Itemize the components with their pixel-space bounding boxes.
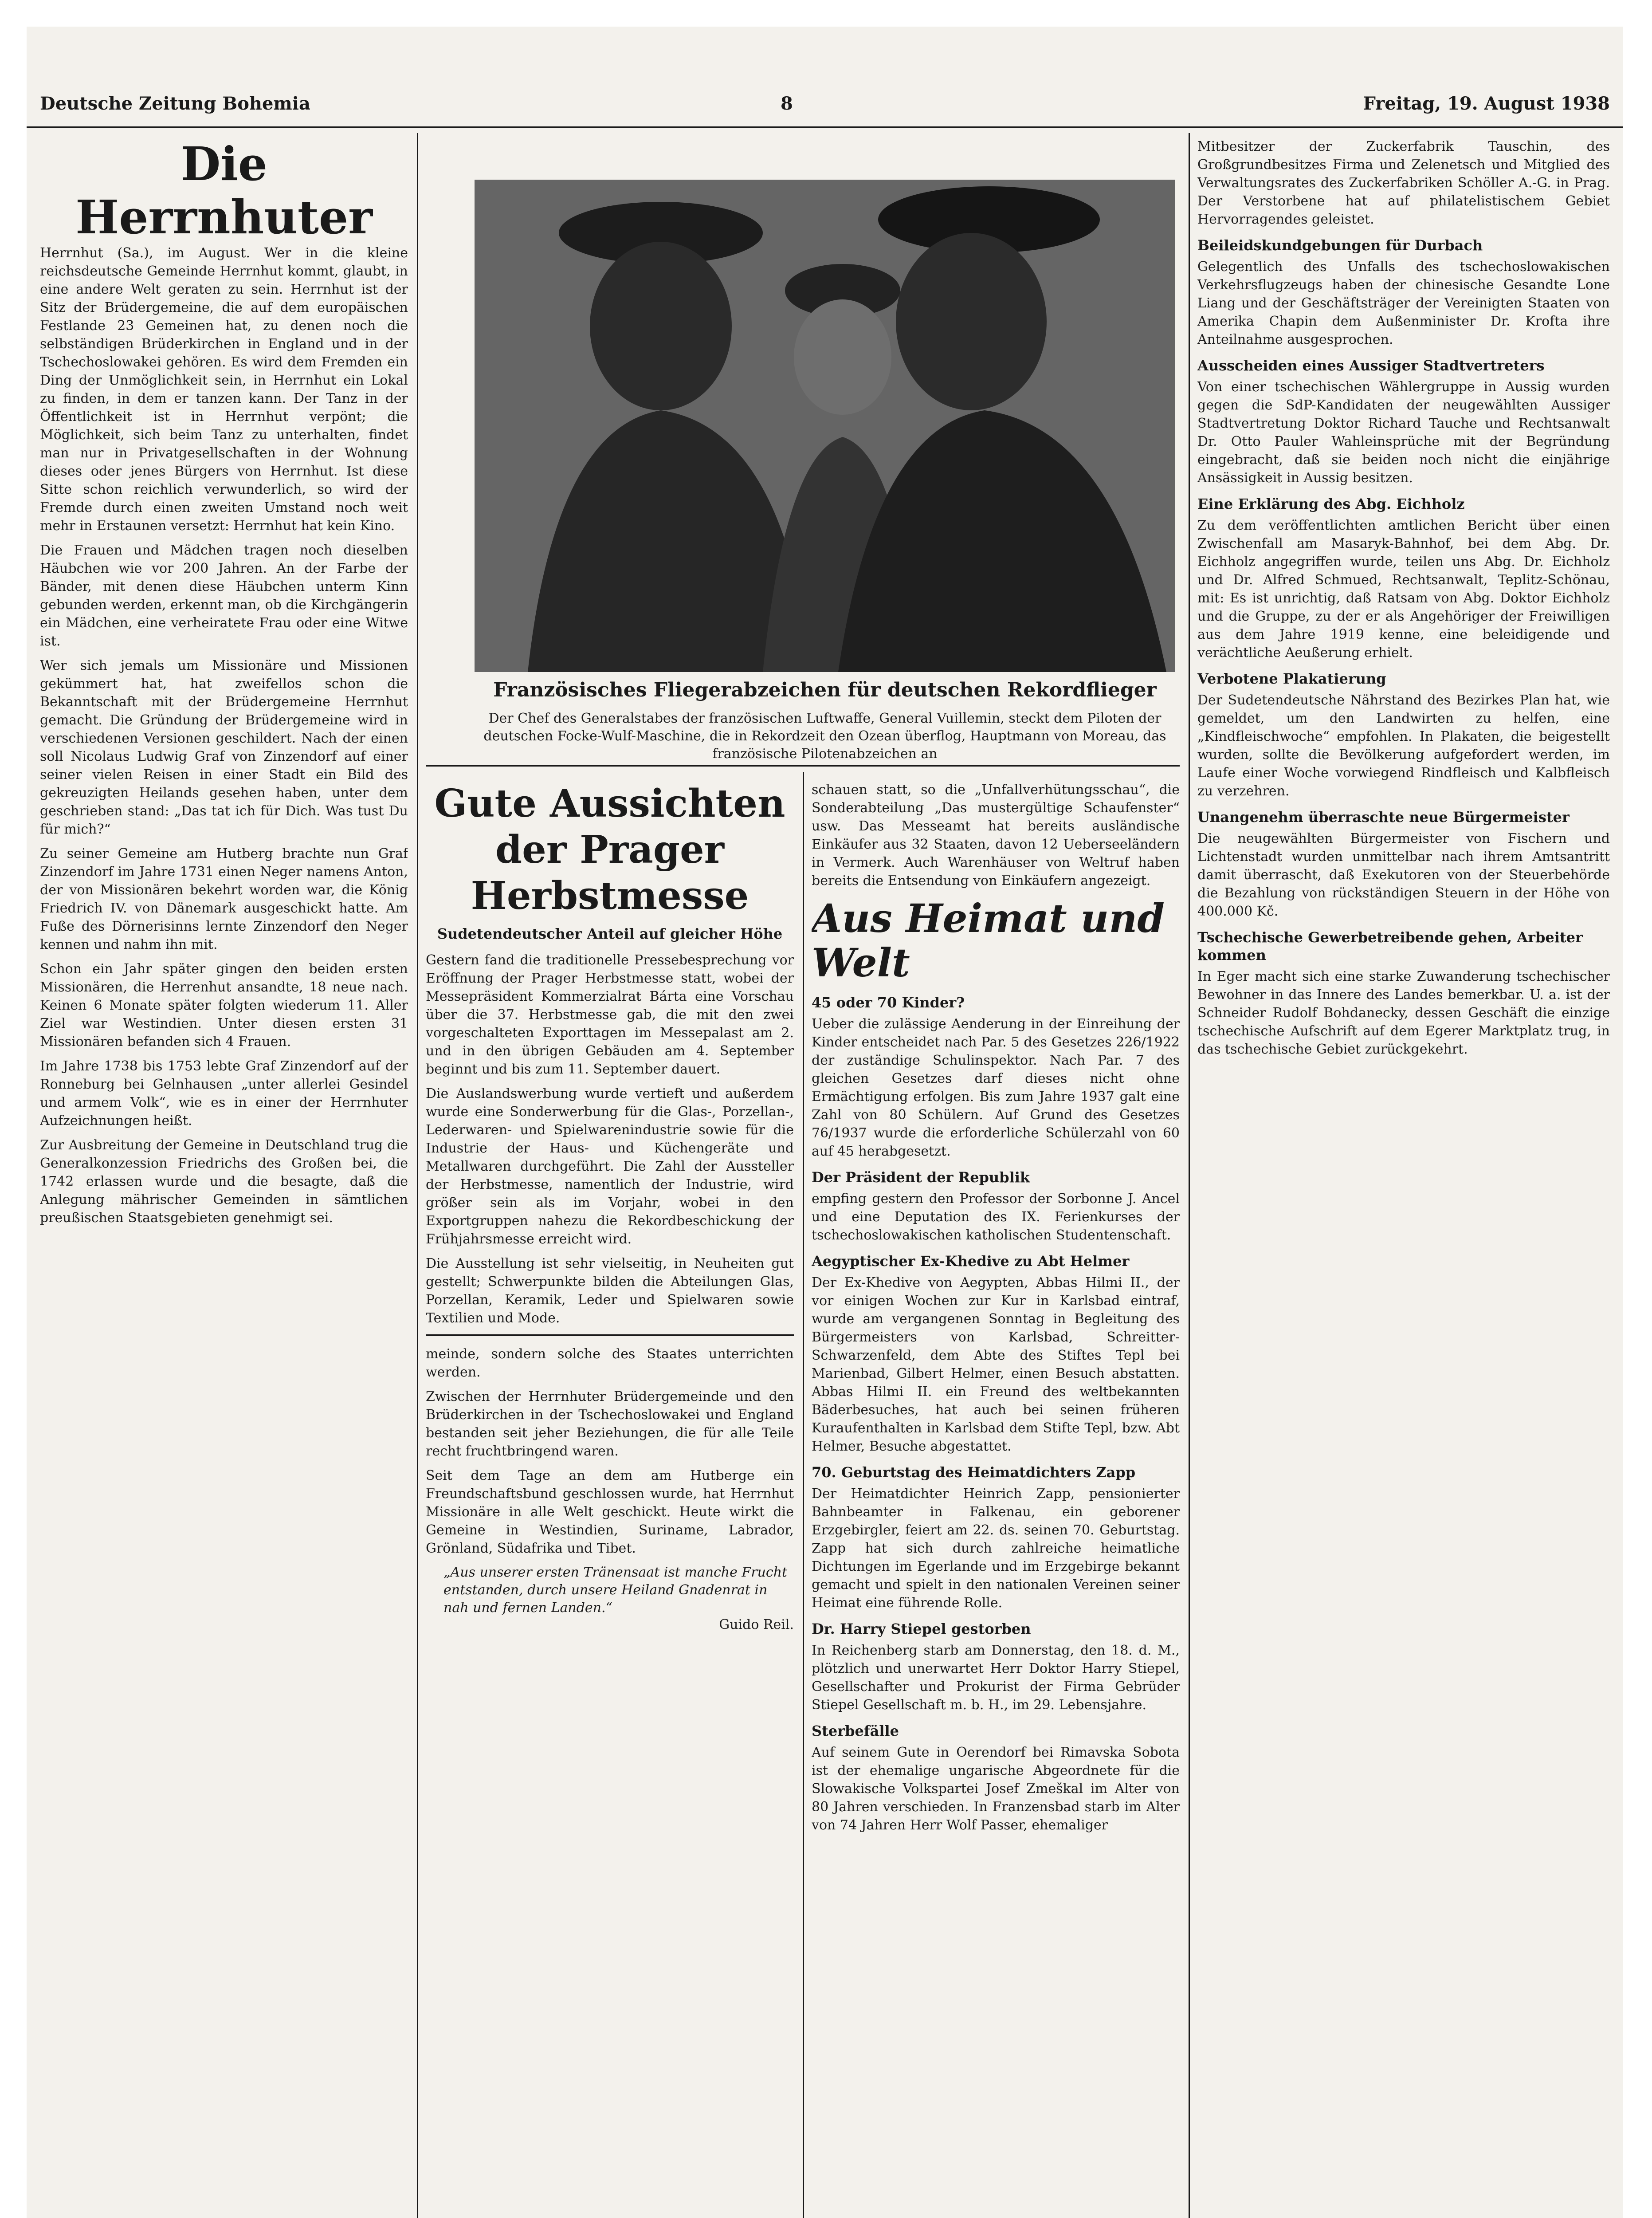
article-paragraph: meinde, sondern solche des Staates unterrichten werden.: [426, 1346, 794, 1380]
heimat-column: [812, 781, 1180, 2218]
article-heading: Aegyptischer Ex-Khedive zu Abt Helmer: [812, 1253, 1130, 1270]
article-paragraph: Ueber die zulässige Aenderung in der Einreihung der Kinder entscheidet nach Par. 5 des Gesetzes 226/1922 der zuständige Schulinspektor. Nach Par. 7 des gleichen Gesetzes darf dieses nicht ohne Ermächtigung erfolgen. Bis zum Jahre 1937 galt eine Zahl von 80 Schülern. Auf Grund des Gesetzes 76/1937 wurde die erforderliche Schülerzahl von 60 auf 45 herabgesetzt.: [812, 1016, 1180, 1159]
article-paragraph: Von einer tschechischen Wählergruppe in Aussig wurden gegen die SdP-Kandidaten der neugewählten Aussiger Stadtvertretung Doktor Richard Tauche und Rechtsanwalt Dr. Otto Pauler Wahleinsprüche mit der Begründung eingebracht, daß sie beiden noch nicht die einjährige Ansässigkeit in Aussig besitzen.: [1197, 379, 1610, 486]
article-paragraph: Gelegentlich des Unfalls des tschechoslowakischen Verkehrsflugzeugs haben der chinesische Gesandte Lone Liang und der Geschäftsträger der Vereinigten Staaten von Amerika Chapin dem Außenminister Dr. Krofta ihre Anteilnahme ausgesprochen.: [1197, 259, 1610, 347]
article-paragraph: Zu seiner Gemeine am Hutberg brachte nun Graf Zinzendorf im Jahre 1731 einen Neger namens Anton, der von Missionären bekehrt worden war, die König Friedrich IV. von Dänemark ausgeschickt hatte. Am Fuße des Dörnerisinns lernte Zinzendorf den Neger kennen und nahm ihn mit.: [40, 846, 408, 952]
messe-subtitle: Sudetendeutscher Anteil auf gleicher Höhe: [437, 925, 783, 942]
herrnhuter-title: Die Herrnhuter: [75, 138, 373, 244]
news-photo: [475, 180, 1175, 672]
column-rule: [803, 772, 804, 2218]
section-rule: [426, 1334, 794, 1336]
column-rule: [417, 133, 418, 2218]
article-heading: Tschechische Gewerbetreibende gehen, Arbeiter kommen: [1197, 929, 1583, 963]
article-paragraph: Wer sich jemals um Missionäre und Missionen gekümmert hat, hat zweifellos schon die Bekanntschaft mit der Brüdergemeine Herrnhut gemacht. Die Gründung der Brüdergemeine wird in verschiedenen Versionen geschildert. Nach der einen soll Nicolaus Ludwig Graf von Zinzendorf auf einer seiner vielen Reisen in einer Stadt ein Bild des gekreuzigten Heilands gesehen haben, unter dem geschrieben stand: „Das tat ich für Dich. Was tust Du für mich?“: [40, 658, 408, 837]
author-signature: Guido Reil.: [719, 1617, 794, 1632]
article-heading: Beileidskundgebungen für Durbach: [1197, 237, 1483, 254]
article-paragraph: Herrnhut (Sa.), im August. Wer in die kleine reichsdeutsche Gemeinde Herrnhut kommt, glaubt, in eine andere Welt geraten zu sein. Herrnhut ist der Sitz der Brüdergemeine, die auf dem europäischen Festlande 23 Gemeinen hat, zu denen noch die selbständigen Brüderkirchen in England und in der Tschechoslowakei gehören. Es wird dem Fremden ein Ding der Unmöglichkeit sein, in Herrnhut ein Lokal zu finden, in dem er tanzen kann. Der Tanz in der Öffentlichkeit ist in Herrnhut verpönt; die Möglichkeit, sich beim Tanz zu unterhalten, findet man nur in Privatgesellschaften in der Wohnung dieses oder jenes Bürgers von Herrnhut. Ist diese Sitte schon reichlich verwunderlich, so wird der Fremde durch einen zweiten Umstand noch weit mehr in Erstaunen versetzt: Herrnhut hat kein Kino.: [40, 245, 408, 534]
right-column: [1197, 138, 1610, 2218]
article-heading: Sterbefälle: [812, 1722, 899, 1739]
page-number: 8: [781, 93, 793, 114]
article-paragraph: Die Auslandswerbung wurde vertieft und außerdem wurde eine Sonderwerbung für die Glas-, Porzellan-, Lederwaren- und Spielwarenindustrie sowie für die Industrie der Haus- und Küchengeräte und Metallwaren durchgeführt. Die Zahl der Aussteller der Herbstmesse, namentlich der Industrie, wird größer sein als im Vorjahr, wobei in den Exportgruppen nahezu die Rekordbeschickung der Frühjahrsmesse erreicht wird.: [426, 1086, 794, 1247]
article-heading: Ausscheiden eines Aussiger Stadtvertreters: [1197, 357, 1545, 374]
caption-rule: [426, 765, 1180, 767]
newspaper-page: [27, 27, 1623, 2218]
article-paragraph: Der Ex-Khedive von Aegypten, Abbas Hilmi II., der vor einigen Wochen zur Kur in Karlsbad eintraf, wurde am vergangenen Sonntag in Begleitung des Bürgermeisters von Karlsbad, Schreitter-Schwarzenfeld, dem Abte des Stiftes Tepl bei Marienbad, Gilbert Helmer, einen Besuch abstatten. Abbas Hilmi II. ein Freund des weltbekannten Bäderbesuches, hat auch bei seinen früheren Kuraufenthalten in Karlsbad dem Stifte Tepl, bzw. Abt Helmer, Besuche abgestattet.: [812, 1275, 1180, 1454]
article-heading: 45 oder 70 Kinder?: [812, 994, 965, 1011]
article-paragraph: Die Frauen und Mädchen tragen noch dieselben Häubchen wie vor 200 Jahren. An der Farbe der Bänder, mit denen diese Häubchen unterm Kinn gebunden werden, erkennt man, ob die Kirchgängerin ein Mädchen, eine verheiratete Frau oder eine Witwe ist.: [40, 543, 408, 649]
messe-column: [426, 781, 794, 2218]
article-paragraph: Der Heimatdichter Heinrich Zapp, pensionierter Bahnbeamter in Falkenau, ein geborener Erzgebirgler, feiert am 22. ds. seinen 70. Geburtstag. Zapp hat sich durch zahlreiche heimatliche Dichtungen im Egerlande und im Erzgebirge bekannt gemacht und spielt in den nationalen Vereinen seiner Heimat eine führende Rolle.: [812, 1486, 1180, 1611]
paper-name: Deutsche Zeitung Bohemia: [40, 93, 310, 114]
article-heading: Der Präsident der Republik: [812, 1169, 1030, 1186]
article-paragraph: Schon ein Jahr später gingen den beiden ersten Missionären, die Herrenhut ansandte, 18 neue nach. Keinen 6 Monate später folgten wiederum 11. Aller Ziel war Westindien. Unter diesen ersten 31 Missionären befanden sich 4 Frauen.: [40, 961, 408, 1050]
article-paragraph: schauen statt, so die „Unfallverhütungsschau“, die Sonderabteilung „Das mustergültige Schaufenster“ usw. Das Messeamt hat bereits ausländische Einkäufer aus 32 Staaten, davon 12 Ueberseeländern in Vermerk. Auch Warenhäuser von Weltruf haben bereits die Entsendung von Einkäufern angezeigt.: [812, 782, 1180, 889]
poem-quote: „Aus unserer ersten Tränensaat ist manche Frucht entstanden, durch unsere Heiland Gnadenrat in nah und fernen Landen.“: [443, 1565, 788, 1616]
messe-title: Gute Aussichten der Prager Herbstmesse: [434, 781, 785, 918]
article-paragraph: Gestern fand die traditionelle Pressebesprechung vor Eröffnung der Prager Herbstmesse statt, wobei der Messepräsident Kommerzialrat Bárta eine Vorschau über die 37. Herbstmesse gab, die mit den zwei vorgeschalteten Exporttagen im Messepalast am 2. und in den übrigen Gebäuden am 4. September beginnt und bis zum 11. September dauert.: [426, 952, 794, 1077]
heimat-section-title: Aus Heimat und Welt: [812, 895, 1165, 986]
article-paragraph: Mitbesitzer der Zuckerfabrik Tauschin, des Großgrundbesitzes Firma und Zelenetsch und Mitglied des Verwaltungsrates des Zuckerfabriken Schöller A.-G. in Prag. Der Verstorbene hat auf philatelistischem Gebiet Hervorragendes geleistet.: [1197, 139, 1610, 227]
article-heading: 70. Geburtstag des Heimatdichters Zapp: [812, 1464, 1136, 1481]
article-paragraph: empfing gestern den Professor der Sorbonne J. Ancel und eine Deputation des IX. Ferienkurses der tschechoslowakischen katholischen Studentenschaft.: [812, 1191, 1180, 1243]
article-paragraph: Seit dem Tage an dem am Hutberge ein Freundschaftsbund geschlossen wurde, hat Herrnhut Missionäre in alle Welt geschickt. Heute wirkt die Gemeine in Westindien, Suriname, Labrador, Grönland, Südafrika und Tibet.: [426, 1468, 794, 1556]
article-paragraph: Zwischen der Herrnhuter Brüdergemeinde und den Brüderkirchen in der Tschechoslowakei und England bestanden seit jeher Beziehungen, die für alle Teile recht fruchtbringend waren.: [426, 1389, 794, 1459]
article-paragraph: Auf seinem Gute in Oerendorf bei Rimavska Sobota ist der ehemalige ungarische Abgeordnete für die Slowakische Volkspartei Josef Zmeškal im Alter von 80 Jahren verschieden. In Franzensbad starb im Alter von 74 Jahren Herr Wolf Passer, ehemaliger: [812, 1745, 1180, 1833]
article-paragraph: Im Jahre 1738 bis 1753 lebte Graf Zinzendorf auf der Ronneburg bei Gelnhausen „unter allerlei Gesindel und armem Volk“, wie es in einer der Herrnhuter Aufzeichnungen heißt.: [40, 1058, 408, 1129]
article-paragraph: Zur Ausbreitung der Gemeine in Deutschland trug die Generalkonzession Friedrichs des Großen bei, die 1742 erlassen wurde und die besagte, daß die Anlegung mährischer Gemeinden in sämtlichen preußischen Staatsgebieten genehmigt sei.: [40, 1137, 408, 1226]
masthead: [27, 93, 1623, 120]
article-heading: Verbotene Plakatierung: [1197, 670, 1386, 687]
article-paragraph: In Eger macht sich eine starke Zuwanderung tschechischer Bewohner in das Innere des Landes bemerkbar. U. a. ist der Schneider Rudolf Bohdanecky, dessen Geschäft die einzige tschechische Aufschrift auf dem Egerer Marktplatz trug, in das tschechische Gebiet zurückgekehrt.: [1197, 969, 1610, 1057]
article-paragraph: Zu dem veröffentlichten amtlichen Bericht über einen Zwischenfall am Masaryk-Bahnhof, bei dem Abg. Dr. Eichholz angegriffen wurde, teilen uns Abg. Dr. Eichholz und Dr. Alfred Schmued, Rechtsanwalt, Teplitz-Schönau, mit: Es ist unrichtig, daß Ratsam von Abg. Doktor Eichholz und die Gruppe, zu der er als Angehöriger der Freiwilligen aus dem Jahre 1919 kenne, eine beleidigende und verächtliche Aeußerung erhielt.: [1197, 518, 1610, 661]
issue-date: Freitag, 19. August 1938: [1363, 93, 1610, 114]
article-paragraph: Die neugewählten Bürgermeister von Fischern und Lichtenstadt wurden unmittelbar nach ihrem Amtsantritt damit überrascht, daß Exekutoren von der Steuerbehörde die Bezahlung von rückständigen Steuern in der Höhe von 400.000 Kč.: [1197, 831, 1610, 919]
photo-caption-text: Der Chef des Generalstabes der französischen Luftwaffe, General Vuillemin, steckt dem Piloten der deutschen Focke-Wulf-Maschine, die in Rekordzeit den Ozean überflog, Hauptmann von Moreau, das französische Pilotenabzeichen an: [483, 711, 1166, 762]
masthead-rule: [27, 126, 1623, 128]
herrnhuter-column: [40, 138, 408, 2218]
article-heading: Eine Erklärung des Abg. Eichholz: [1197, 496, 1465, 512]
article-heading: Dr. Harry Stiepel gestorben: [812, 1620, 1031, 1637]
article-heading: Unangenehm überraschte neue Bürgermeister: [1197, 809, 1570, 826]
article-paragraph: In Reichenberg starb am Donnerstag, den 18. d. M., plötzlich und unerwartet Herr Doktor Harry Stiepel, Gesellschafter und Prokurist der Firma Gebrüder Stiepel Gesellschaft m. b. H., im 29. Lebensjahre.: [812, 1643, 1180, 1713]
article-paragraph: Die Ausstellung ist sehr vielseitig, in Neuheiten gut gestellt; Schwerpunkte bilden die Abteilungen Glas, Porzellan, Keramik, Leder und Spielwaren sowie Textilien und Mode.: [426, 1256, 794, 1326]
article-paragraph: Der Sudetendeutsche Nährstand des Bezirkes Plan hat, wie gemeldet, um den Landwirten zu helfen, eine „Kindfleischwoche“ empfohlen. In Plakaten, die beigestellt wurden, sollte die Bevölkerung aufgefordert werden, im Laufe einer Woche vorwiegend Rindfleisch und Kalbfleisch zu verzehren.: [1197, 692, 1610, 799]
photo-caption-title: Französisches Fliegerabzeichen für deutschen Rekordflieger: [493, 679, 1157, 701]
officers-photo-illustration: [475, 180, 1175, 672]
column-rule: [1189, 133, 1190, 2218]
